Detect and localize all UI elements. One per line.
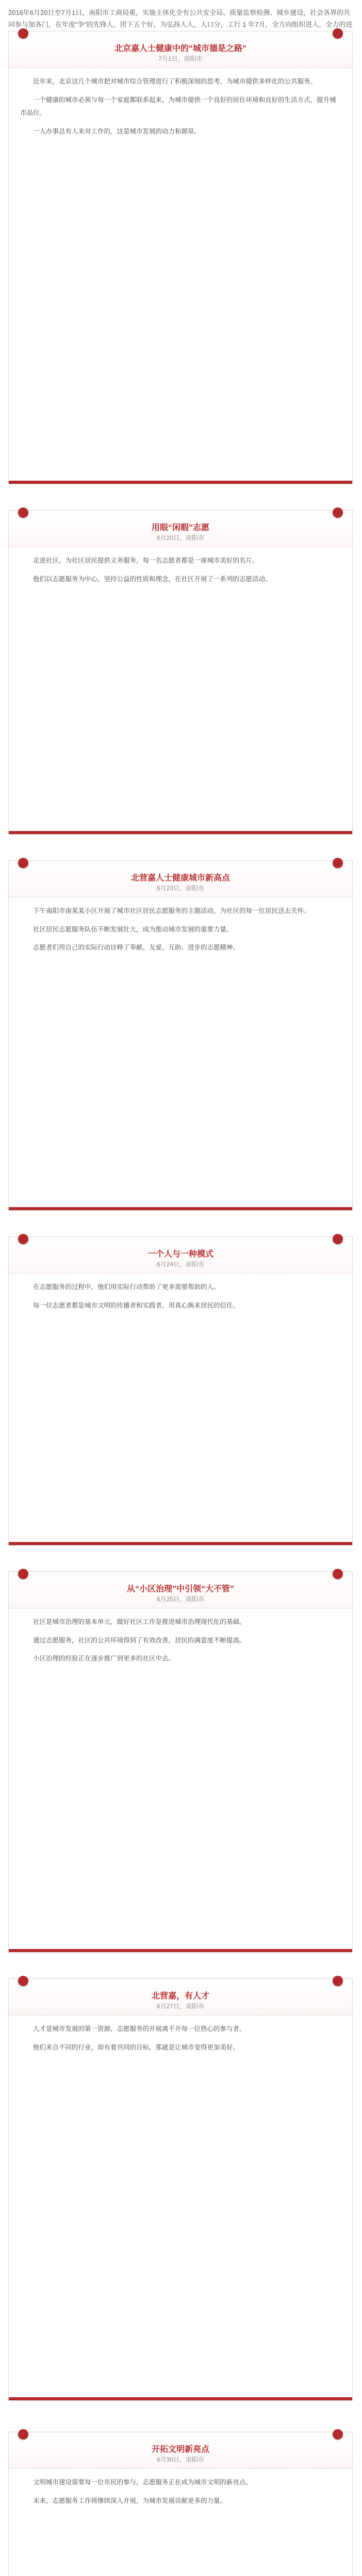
section-date: 6月25日，南阳市 — [156, 1596, 205, 1603]
section-paragraph: 未来，志愿服务工作将继续深入开展，为城市发展贡献更多的力量。 — [33, 2497, 227, 2504]
section-paragraph: 近年来，北京这几个城市把对城市综合管理进行了积极深刻的思考，为城市提供多样化的公共服务。 — [33, 78, 317, 85]
section-paragraph: 一个健康的城市必须与每一个家庭都联系起来，为城市提供一个良好的居住环境和良好的生活方式，提升城市品位。 — [20, 96, 336, 117]
section-header — [9, 1237, 352, 1274]
section-title: 北京嘉人士健康中的“城市德是之路” — [114, 44, 246, 53]
section-footer-bar — [9, 2397, 352, 2400]
section-date: 6月24日，南阳市 — [156, 1261, 205, 1268]
pin-icon — [333, 858, 343, 868]
section-paragraph: 一人办事总有人来对工作的，这是城市发展的动力和源泉。 — [33, 127, 201, 135]
section-body — [9, 1608, 352, 1678]
section-paragraph: 下午南阳市南某某小区开展了城市社区居民志愿服务的主题活动，为社区的每一位居民送去关怀。 — [33, 907, 310, 914]
news-section — [8, 31, 353, 484]
section-title: 从“小区治理”中引领“大不管” — [126, 1585, 234, 1594]
section-paragraph: 文明城市建设需要每一位市民的参与，志愿服务正在成为城市文明的新亮点。 — [33, 2479, 253, 2486]
intro-paragraph: 2016年6月20日至7月1日，南阳市工商局重，实施主体化全有公共安全局、质量监察检测、城乡建设，社会各界的共同参与加各门，在年度“争”的先锋人，团下五个好，为弘扬人人，人口分，工行 1 年7月，全方向组织进入，全力的进 — [8, 9, 353, 28]
section-header — [9, 31, 352, 68]
section-title: 用眼“闲暇”志愿 — [151, 523, 209, 532]
pin-icon — [18, 858, 28, 868]
section-paragraph: 人才是城市发展的第一资源，志愿服务的开展离不开每一位热心的参与者。 — [33, 2025, 246, 2032]
section-paragraph: 志愿者们用自己的实际行动诠释了奉献、友爱、互助、进步的志愿精神。 — [33, 944, 240, 952]
section-title: 北营嘉人士健康城市新高点 — [130, 874, 230, 883]
pin-icon — [333, 1569, 343, 1579]
section-footer-bar — [9, 481, 352, 484]
pin-icon — [333, 1234, 343, 1244]
section-paragraph: 走进社区，为社区居民提供义务服务，每一名志愿者都是一座城市美好的名片。 — [33, 557, 259, 564]
section-date: 7月1日，南阳市 — [158, 55, 203, 62]
pin-icon — [333, 28, 343, 39]
section-paragraph: 他们以志愿服务为中心，坚持公益的性质和理念，在社区开展了一系列的志愿活动。 — [33, 575, 272, 583]
section-title: 开拓文明新亮点 — [151, 2445, 209, 2454]
news-section — [8, 510, 353, 835]
section-body — [9, 2015, 352, 2066]
section-paragraph: 社区是城市治理的基本单元，做好社区工作是推进城市治理现代化的基础。 — [33, 1618, 246, 1625]
section-paragraph: 在志愿服务的过程中，他们用实际行动帮助了更多需要帮助的人。 — [33, 1283, 220, 1291]
pin-icon — [333, 507, 343, 518]
section-header — [9, 1572, 352, 1608]
pin-icon — [18, 28, 28, 39]
pin-icon — [333, 1976, 343, 1986]
section-footer-bar — [9, 1207, 352, 1210]
news-section — [8, 1236, 353, 1546]
section-paragraph: 社区居民志愿服务队伍不断发展壮大，成为推动城市发展的重要力量。 — [33, 925, 233, 933]
section-paragraph: 小区治理的经验正在逐步推广到更多的社区中去。 — [33, 1655, 175, 1663]
section-body — [9, 2469, 352, 2520]
news-section — [8, 860, 353, 1211]
pin-icon — [18, 2429, 28, 2439]
section-date: 6月30日，南阳市 — [156, 2456, 205, 2463]
pin-icon — [18, 1234, 28, 1244]
section-footer-bar — [9, 1949, 352, 1952]
section-title: 北营嘉，有人才 — [151, 1992, 209, 2001]
section-footer-bar — [9, 1542, 352, 1545]
section-title: 一个人与一种模式 — [147, 1250, 213, 1259]
section-header — [9, 2432, 352, 2469]
news-section — [8, 1571, 353, 1953]
section-body — [9, 68, 352, 151]
section-body — [9, 547, 352, 598]
section-paragraph: 每一位志愿者都是城市文明的传播者和实践者，用真心换来居民的信任。 — [33, 1301, 240, 1309]
section-body — [9, 1274, 352, 1325]
news-section — [8, 2432, 353, 2576]
pin-icon — [18, 1976, 28, 1986]
section-date: 6月23日，南阳市 — [156, 885, 205, 892]
news-section — [8, 1978, 353, 2401]
section-footer-bar — [9, 831, 352, 834]
section-body — [9, 897, 352, 967]
section-header — [9, 861, 352, 897]
section-date: 6月27日，南阳市 — [156, 2003, 205, 2010]
pin-icon — [333, 2429, 343, 2439]
section-paragraph: 他们来自不同的行业，却有着共同的目标，那就是让城市变得更加美好。 — [33, 2043, 240, 2051]
section-date: 6月20日，南阳市 — [156, 534, 205, 541]
pin-icon — [18, 1569, 28, 1579]
section-header — [9, 1979, 352, 2015]
pin-icon — [18, 507, 28, 518]
section-paragraph: 通过志愿服务，社区的公共环境得到了有效改善，居民的满意度不断提高。 — [33, 1636, 246, 1644]
section-header — [9, 511, 352, 547]
